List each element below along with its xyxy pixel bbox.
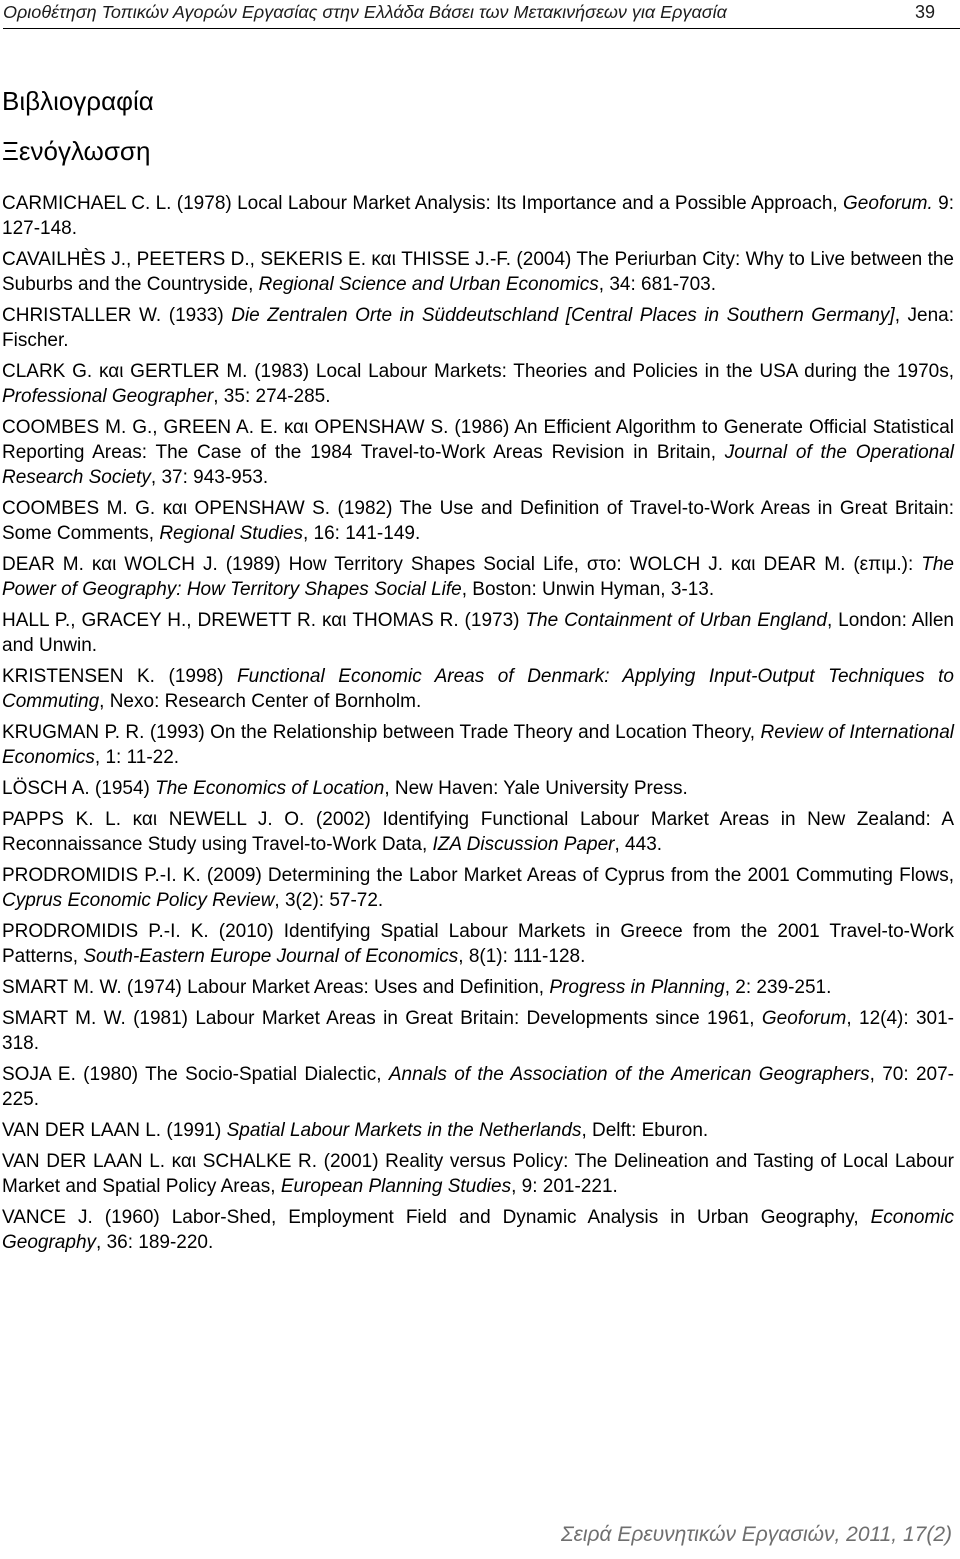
reference-details: , 16: 141-149. (302, 523, 421, 544)
reference-details: , 35: 274-285. (213, 386, 331, 407)
reference-text: PAPPS K. L. και NEWELL J. O. (2002) Identifying Functional Labour Market Areas in New Zealand: A Reconnaissance Study using Travel-to-Work Data, (2, 809, 954, 855)
reference-details: , 12(4): 301-318. (2, 1008, 954, 1054)
reference-text: DEAR M. και WOLCH J. (1989) How Territory Shapes Social Life, στο: WOLCH J. και DEAR M. (επιμ.): (2, 554, 922, 575)
reference-text: LÖSCH A. (1954) (2, 778, 156, 799)
reference-text: VAN DER LAAN L. (1991) (2, 1120, 227, 1141)
reference-details: , 9: 201-221. (511, 1176, 618, 1197)
page-number: 39 (914, 2, 935, 22)
reference-text: SOJA E. (1980) The Socio-Spatial Dialectic, (2, 1064, 389, 1085)
reference-entry (2, 919, 954, 969)
reference-entry (2, 1149, 954, 1199)
reference-source: Economic Geography (2, 1207, 954, 1253)
reference-source: Geoforum (761, 1008, 847, 1029)
reference-text: VANCE J. (1960) Labor-Shed, Employment Field and Dynamic Analysis in Urban Geography, (2, 1207, 871, 1228)
reference-source: European Planning Studies (280, 1176, 512, 1197)
reference-details: , 8(1): 111-128. (458, 946, 586, 967)
reference-source: The Power of Geography: How Territory Shapes Social Life (2, 554, 954, 600)
page-footer: Σειρά Ερευνητικών Εργασιών, 2011, 17(2) (561, 1523, 952, 1546)
reference-text: CHRISTALLER W. (1933) (2, 305, 232, 326)
reference-entry (2, 496, 954, 546)
reference-text: KRUGMAN P. R. (1993) On the Relationship between Trade Theory and Location Theory, (2, 722, 761, 743)
reference-text: HALL P., GRACEY H., DREWETT R. και THOMAS R. (1973) (2, 610, 526, 631)
reference-entry (2, 303, 954, 353)
reference-text: COOMBES M. G. και OPENSHAW S. (1982) The Use and Definition of Travel-to-Work Areas in Great Britain: Some Comments, (2, 498, 954, 544)
reference-details: , 37: 943-953. (150, 467, 269, 488)
reference-source: The Economics of Location (155, 778, 385, 799)
reference-list (2, 191, 954, 1261)
reference-entry (2, 191, 954, 241)
reference-source: Journal of the Operational Research Society (2, 442, 954, 488)
reference-entry (2, 1006, 954, 1056)
reference-details: , 443. (614, 834, 663, 855)
section-heading: Βιβλιογραφία (2, 86, 154, 116)
reference-entry (2, 608, 954, 658)
reference-entry (2, 247, 954, 297)
reference-text: CLARK G. και GERTLER M. (1983) Local Labour Markets: Theories and Policies in the USA during the 1970s, (2, 361, 954, 382)
reference-source: Regional Studies (159, 523, 303, 544)
reference-text: KRISTENSEN K. (1998) (2, 666, 238, 687)
reference-details: , London: Allen and Unwin. (2, 610, 954, 656)
reference-entry (2, 415, 954, 490)
reference-text: CAVAILHÈS J., PEETERS D., SEKERIS E. και THISSE J.-F. (2004) The Periurban City: Why to Live between the Suburbs and the Countryside, (2, 249, 954, 295)
reference-details: , Boston: Unwin Hyman, 3-13. (461, 579, 715, 600)
reference-entry (2, 1062, 954, 1112)
reference-details: , 2: 239-251. (724, 977, 832, 998)
reference-source: Annals of the Association of the American Geographers (388, 1064, 870, 1085)
reference-details: 9: 127-148. (2, 193, 954, 239)
reference-details: , 1: 11-22. (94, 747, 180, 768)
reference-source: Spatial Labour Markets in the Netherlands (226, 1120, 582, 1141)
reference-source: Review of International Economics (2, 722, 954, 768)
reference-entry (2, 975, 954, 1000)
section-subheading: Ξενόγλωσση (2, 136, 151, 166)
reference-text: SMART M. W. (1981) Labour Market Areas in Great Britain: Developments since 1961, (2, 1008, 762, 1029)
reference-source: Functional Economic Areas of Denmark: Applying Input-Output Techniques to Commuting (2, 666, 955, 712)
reference-source: Die Zentralen Orte in Süddeutschland [Central Places in Southern Germany] (231, 305, 895, 326)
reference-details: , Delft: Eburon. (581, 1120, 709, 1141)
reference-text: CARMICHAEL C. L. (1978) Local Labour Market Analysis: Its Importance and a Possible Approach, (2, 193, 844, 214)
reference-source: Professional Geographer (2, 386, 214, 407)
reference-source: The Containment of Urban England (525, 610, 827, 631)
reference-details: , New Haven: Yale University Press. (384, 778, 688, 799)
running-title: Οριοθέτηση Τοπικών Αγορών Εργασίας στην Ελλάδα Βάσει των Μετακινήσεων για Εργασία (3, 2, 727, 22)
reference-source: Progress in Planning (549, 977, 725, 998)
reference-source: Regional Science and Urban Economics (258, 274, 599, 295)
reference-text: VAN DER LAAN L. και SCHALKE R. (2001) Reality versus Policy: The Delineation and Tasting of Local Labour Market and Spatial Policy Areas, (2, 1151, 954, 1197)
reference-text: PRODROMIDIS P.-I. K. (2010) Identifying Spatial Labour Markets in Greece from the 2001 Travel-to-Work Patterns, (2, 921, 954, 967)
reference-text: SMART M. W. (1974) Labour Market Areas: Uses and Definition, (2, 977, 550, 998)
reference-details: , 3(2): 57-72. (274, 890, 384, 911)
reference-details: , Jena: Fischer. (2, 305, 955, 351)
reference-entry (2, 720, 954, 770)
reference-entry (2, 863, 954, 913)
reference-entry (2, 1118, 954, 1143)
reference-entry (2, 664, 954, 714)
reference-text: COOMBES M. G., GREEN A. E. και OPENSHAW S. (1986) An Efficient Algorithm to Generate Official Statistical Reporting Areas: The Case of the 1984 Travel-to-Work Areas Revision in Britain, (2, 417, 954, 463)
reference-details: , Nexo: Research Center of Bornholm. (99, 691, 422, 712)
reference-details: , 36: 189-220. (96, 1232, 214, 1253)
reference-entry (2, 552, 954, 602)
reference-entry (2, 1205, 954, 1255)
reference-text: PRODROMIDIS P.-I. K. (2009) Determining the Labor Market Areas of Cyprus from the 2001 Commuting Flows, (2, 865, 954, 886)
running-header (3, 2, 960, 29)
reference-source: Geoforum. (843, 193, 933, 214)
reference-source: IZA Discussion Paper (432, 834, 615, 855)
reference-entry (2, 807, 954, 857)
reference-details: , 34: 681-703. (598, 274, 717, 295)
reference-source: South-Eastern Europe Journal of Economics (83, 946, 459, 967)
reference-details: , 70: 207-225. (2, 1064, 954, 1110)
reference-source: Cyprus Economic Policy Review (2, 890, 275, 911)
reference-entry (2, 359, 954, 409)
reference-entry (2, 776, 954, 801)
